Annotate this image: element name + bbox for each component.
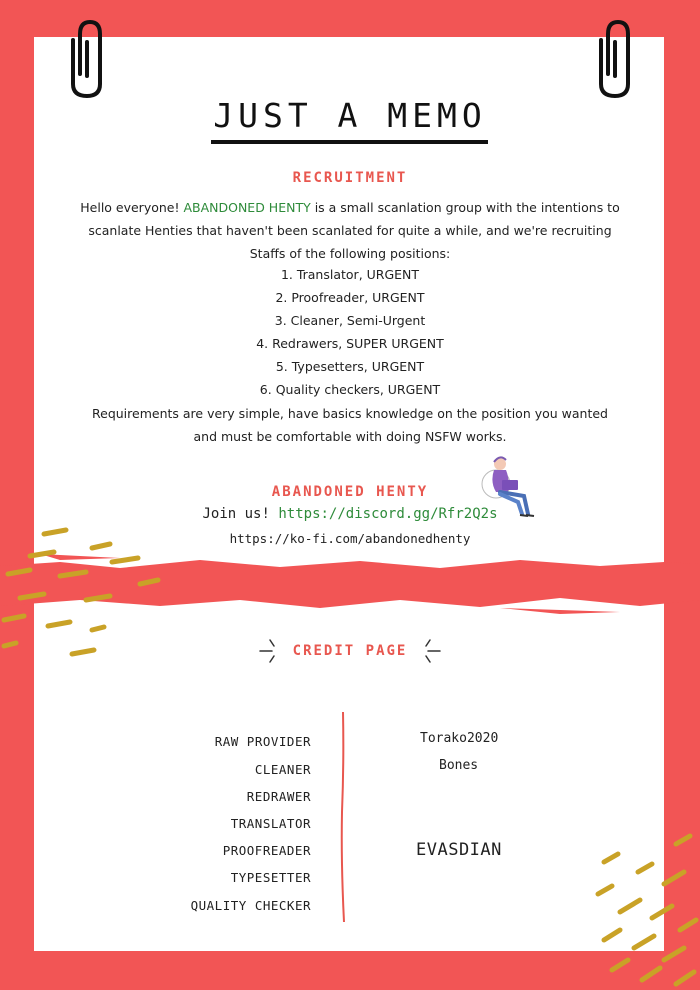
page-title: JUST A MEMO: [213, 96, 487, 135]
intro-text-cont: is a small scanlation group with the intentions to: [310, 200, 620, 215]
position-item: 3. Cleaner, Semi-Urgent: [274, 313, 426, 328]
discord-link[interactable]: https://discord.gg/Rfr2Q2s: [278, 506, 498, 522]
kofi-link[interactable]: https://ko-fi.com/abandonedhenty: [229, 531, 471, 546]
position-item: 5. Typesetters, URGENT: [275, 359, 425, 374]
intro-line-3: Staffs of the following positions:: [249, 246, 451, 261]
join-line: [0, 506, 700, 522]
role-label: PROOFREADER: [222, 843, 311, 858]
role-label: RAW PROVIDER: [214, 734, 311, 749]
gold-dashes-decoration: [0, 526, 175, 661]
requirements-line-1: Requirements are very simple, have basics knowledge on the position you wanted: [92, 406, 608, 421]
position-item: 1. Translator, URGENT: [280, 267, 420, 282]
role-label: TRANSLATOR: [230, 816, 311, 831]
title-underline: [211, 140, 488, 144]
role-label: REDRAWER: [246, 789, 311, 804]
requirements: [0, 402, 700, 448]
gold-dashes-decoration: [590, 832, 700, 990]
credits-divider: [338, 712, 348, 922]
group-heading: ABANDONED HENTY: [271, 484, 429, 500]
role-label: CLEANER: [254, 762, 311, 777]
paperclip-icon: [594, 14, 638, 100]
position-item: 2. Proofreader, URGENT: [275, 290, 425, 305]
intro-line-2: scanlate Henties that haven't been scanlated for quite a while, and we're recruiting: [88, 223, 612, 238]
credits-heading: CREDIT PAGE: [292, 643, 408, 659]
requirements-line-2: and must be comfortable with doing NSFW works.: [193, 429, 507, 444]
sparkle-right-icon: [422, 636, 444, 666]
position-item: 6. Quality checkers, URGENT: [259, 382, 441, 397]
recruitment-heading: RECRUITMENT: [292, 170, 408, 186]
staff-name: EVASDIAN: [416, 840, 502, 860]
cleaner-name: Bones: [439, 758, 479, 773]
recruitment-intro: [0, 196, 700, 265]
position-item: 4. Redrawers, SUPER URGENT: [256, 336, 444, 351]
raw-provider-name: Torako2020: [420, 731, 499, 746]
role-label: TYPESETTER: [230, 870, 311, 885]
intro-text: Hello everyone!: [80, 200, 184, 215]
role-label: QUALITY CHECKER: [190, 898, 311, 913]
intro-line-1: [0, 196, 700, 219]
join-label: Join us!: [202, 506, 270, 522]
paperclip-icon: [66, 14, 110, 100]
group-name: ABANDONED HENTY: [183, 200, 311, 215]
